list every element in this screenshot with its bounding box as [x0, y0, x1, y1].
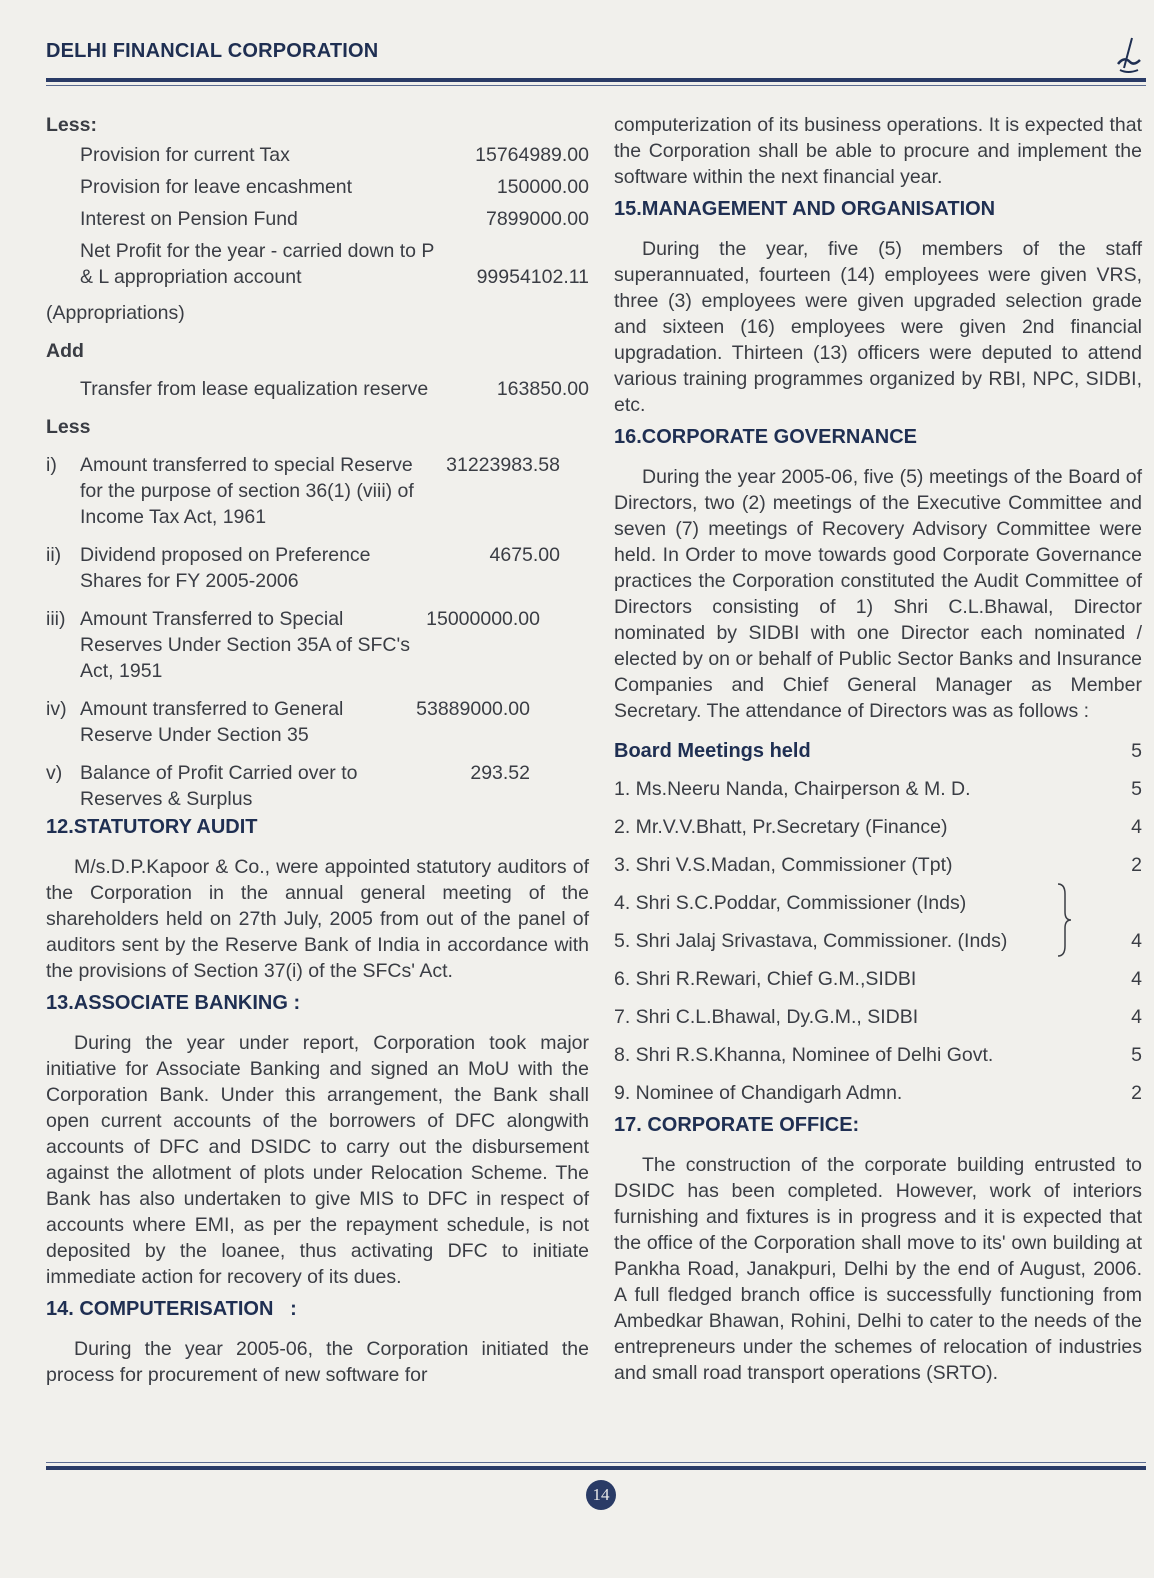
member-attendance: 2 — [1131, 1082, 1142, 1104]
page-header-title: DELHI FINANCIAL CORPORATION — [46, 40, 379, 62]
list-item — [614, 1074, 1142, 1112]
section-15-text: During the year, five (5) members of the staff superannuated, fourteen (14) employees were given VRS, three (3) employees were given upgraded selection grade and sixteen (16) employees were given 2nd financial upgradation. Thirteen (13) officers were deputed to attend various training programmes organized by RBI, NPC, SIDBI, etc. — [614, 238, 1142, 416]
less-label: Less: — [46, 114, 97, 136]
provision-amount: 15764989.00 — [475, 144, 589, 166]
provision-label: Interest on Pension Fund — [80, 208, 298, 230]
page-number: 14 — [586, 1480, 616, 1510]
provisions-list — [46, 142, 589, 290]
list-item-label: Amount Transferred to Special Reserves Under Section 35A of SFC's Act, 1951 — [80, 608, 410, 682]
member-name: 3. Shri V.S.Madan, Commissioner (Tpt) — [614, 854, 953, 876]
member-attendance: 4 — [1131, 968, 1142, 990]
corporation-logo-icon — [1112, 34, 1144, 74]
section-13-heading: 13.ASSOCIATE BANKING : — [46, 992, 301, 1014]
list-item-amount: 53889000.00 — [416, 698, 530, 720]
provision-row — [80, 238, 589, 290]
member-attendance: 5 — [1131, 778, 1142, 800]
section-14-heading: 14. COMPUTERISATION : — [46, 1298, 297, 1320]
header-rule-thick — [46, 78, 1146, 82]
list-item-amount: 4675.00 — [489, 544, 560, 566]
provision-label: Net Profit for the year - carried down to P & L appropriation account — [80, 240, 435, 288]
section-14-continued-text: computerization of its business operations. It is expected that the Corporation shall be able to procure and implement the software within the next financial year. — [614, 114, 1142, 188]
list-item — [614, 770, 1142, 808]
add-row-amount: 163850.00 — [496, 378, 589, 400]
member-name: 9. Nominee of Chandigarh Admn. — [614, 1082, 903, 1104]
list-item-amount: 15000000.00 — [426, 608, 540, 630]
section-17-text: The construction of the corporate building entrusted to DSIDC has been completed. However, work of interiors furnishing and fixtures is in progress and it is expected that the office of the Corporation shall move to its' own building at Pankha Road, Janakpuri, Delhi by the end of August, 2006. A full fledged branch office is successfully functioning from Ambedkar Bhawan, Rohini, Delhi to cater to the needs of the entrepreneurs under the schemes of relocation of industries and small road transport operations (SRTO). — [614, 1154, 1142, 1384]
brace-icon — [1056, 882, 1072, 958]
add-row-label: Transfer from lease equalization reserve — [80, 378, 429, 400]
member-attendance: 4 — [1131, 930, 1142, 952]
member-attendance: 2 — [1131, 854, 1142, 876]
appropriations-label: (Appropriations) — [46, 302, 185, 324]
list-item — [614, 808, 1142, 846]
provision-row — [80, 142, 589, 168]
board-meetings-label: Board Meetings held — [614, 740, 811, 762]
list-item — [46, 606, 589, 684]
section-14-text: During the year 2005-06, the Corporation initiated the process for procurement of new software for — [46, 1338, 589, 1386]
member-name: 5. Shri Jalaj Srivastava, Commissioner. (Inds) — [614, 930, 1008, 952]
list-item — [614, 960, 1142, 998]
header-rule-thin — [46, 85, 1146, 86]
section-16-text: During the year 2005-06, five (5) meetings of the Board of Directors, two (2) meetings of the Executive Committee and seven (7) meetings of Recovery Advisory Committee were held. In Order to move towards good Corporate Governance practices the Corporation constituted the Audit Committee of Directors consisting of 1) Shri C.L.Bhawal, Director nominated by SIDBI with one Director each nominated / elected by on or behalf of Public Sector Banks and Insurance Companies and Chief General Manager as Member Secretary. The attendance of Directors was as follows : — [614, 466, 1142, 722]
list-item-number: i) — [46, 454, 57, 476]
provision-row — [80, 206, 589, 232]
section-17-heading: 17. CORPORATE OFFICE: — [614, 1114, 860, 1136]
board-meetings-value: 5 — [1131, 740, 1142, 762]
board-meetings-row — [614, 732, 1142, 770]
list-item-number: v) — [46, 762, 63, 784]
list-item — [46, 452, 589, 530]
member-name: 4. Shri S.C.Poddar, Commissioner (Inds) — [614, 892, 967, 914]
member-attendance: 5 — [1131, 1044, 1142, 1066]
list-item-label: Dividend proposed on Preference Shares for FY 2005-2006 — [80, 544, 371, 592]
add-label: Add — [46, 340, 84, 362]
list-item — [46, 760, 589, 812]
provision-label: Provision for leave encashment — [80, 176, 353, 198]
add-row — [46, 376, 589, 402]
member-name: 6. Shri R.Rewari, Chief G.M.,SIDBI — [614, 968, 917, 990]
list-item-number: iii) — [46, 608, 66, 630]
member-attendance: 4 — [1131, 816, 1142, 838]
list-item — [46, 542, 589, 594]
list-item-number: ii) — [46, 544, 62, 566]
footer-rule-thick — [46, 1466, 1146, 1470]
list-item — [46, 696, 589, 748]
less-items-list — [46, 452, 589, 812]
member-name: 7. Shri C.L.Bhawal, Dy.G.M., SIDBI — [614, 1006, 919, 1028]
member-attendance: 4 — [1131, 1006, 1142, 1028]
less2-label: Less — [46, 416, 91, 438]
provision-amount: 7899000.00 — [485, 208, 589, 230]
list-item-number: iv) — [46, 698, 67, 720]
section-15-heading: 15.MANAGEMENT AND ORGANISATION — [614, 198, 996, 220]
provision-amount: 150000.00 — [496, 176, 589, 198]
list-item-label: Balance of Profit Carried over to Reserves & Surplus — [80, 762, 358, 810]
section-13-text: During the year under report, Corporation took major initiative for Associate Banking and signed an MoU with the Corporation Bank. Under this arrangement, the Bank shall open current accounts of the borrowers of DFC alongwith accounts of DFC and DSIDC to carry out the disbursement against the allotment of plots under Relocation Scheme. The Bank has also undertaken to give MIS to DFC in respect of accounts where EMI, as per the repayment schedule, is not deposited by the loanee, thus activating DFC to initiate immediate action for recovery of its dues. — [46, 1032, 589, 1288]
member-name: 8. Shri R.S.Khanna, Nominee of Delhi Govt. — [614, 1044, 994, 1066]
provision-row — [80, 174, 589, 200]
section-16-heading: 16.CORPORATE GOVERNANCE — [614, 426, 918, 448]
list-item — [614, 1036, 1142, 1074]
section-12-text: M/s.D.P.Kapoor & Co., were appointed statutory auditors of the Corporation in the annual general meeting of the shareholders held on 27th July, 2005 from out of the panel of auditors sent by the Reserve Bank of India in accordance with the provisions of Section 37(i) of the SFCs' Act. — [46, 856, 589, 982]
provision-label: Provision for current Tax — [80, 144, 290, 166]
list-item — [614, 922, 1142, 960]
left-column — [46, 112, 589, 1388]
list-item-label: Amount transferred to special Reserve for the purpose of section 36(1) (viii) of Income Tax Act, 1961 — [80, 454, 414, 528]
list-item — [614, 846, 1142, 884]
list-item-amount: 31223983.58 — [446, 454, 560, 476]
provision-amount: 99954102.11 — [476, 266, 589, 288]
member-name: 1. Ms.Neeru Nanda, Chairperson & M. D. — [614, 778, 971, 800]
list-item-label: Amount transferred to General Reserve Under Section 35 — [80, 698, 344, 746]
section-12-heading: 12.STATUTORY AUDIT — [46, 816, 258, 838]
footer-rule-thin — [46, 1462, 1146, 1463]
member-name: 2. Mr.V.V.Bhatt, Pr.Secretary (Finance) — [614, 816, 948, 838]
attendance-list — [614, 770, 1142, 1112]
right-column — [614, 112, 1142, 1386]
list-item — [614, 998, 1142, 1036]
list-item-amount: 293.52 — [470, 762, 530, 784]
